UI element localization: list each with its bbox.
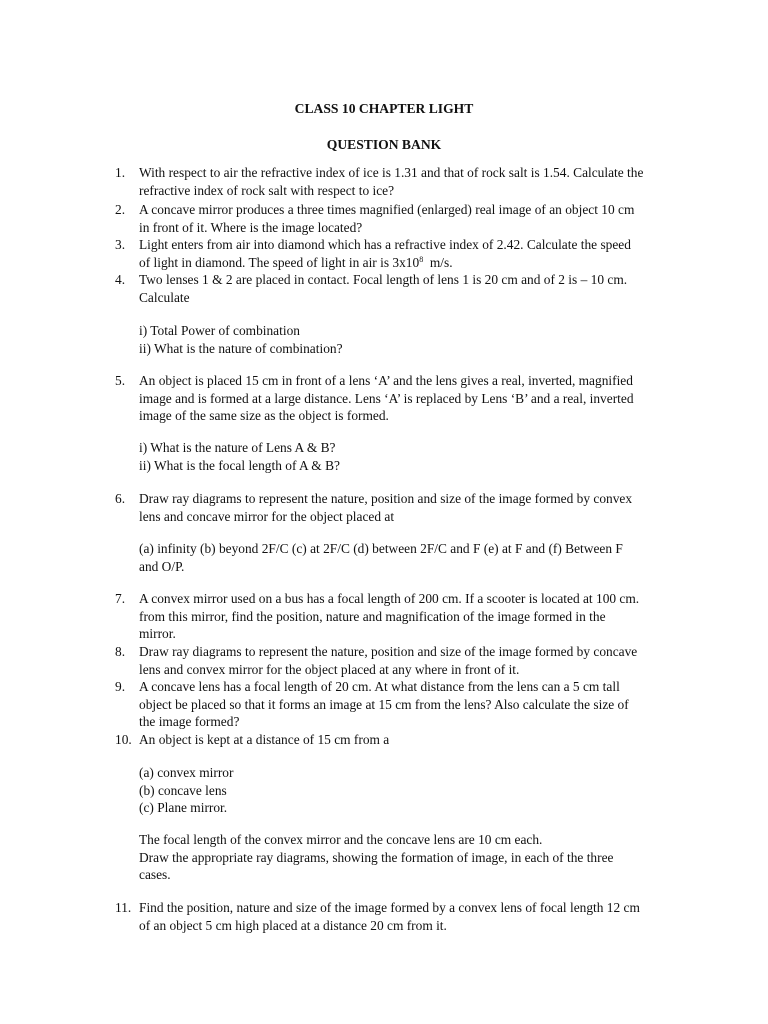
question-text-line: image of the same size as the object is formed. [139, 408, 389, 424]
question-6-options [139, 540, 679, 575]
question-text-line: lens and concave mirror for the object placed at [139, 508, 395, 524]
question-10 [115, 731, 675, 749]
note-line: The focal length of the convex mirror and the concave lens are 10 cm each. [139, 832, 543, 847]
question-number: 8. [115, 644, 126, 659]
question-text-line: mirror. [139, 626, 176, 642]
subpart: ii) What is the nature of combination? [139, 340, 343, 356]
question-text-line [139, 254, 675, 272]
question-text-line: of an object 5 cm high placed at a distance 20 cm from it. [139, 917, 447, 933]
question-8 [115, 643, 675, 678]
question-text-line: Draw ray diagrams to represent the nature, position and size of the image formed by concave [139, 644, 638, 659]
question-number: 1. [115, 165, 126, 180]
unit: m/s. [423, 254, 453, 270]
question-1 [115, 164, 675, 199]
subpart: (b) concave lens [139, 782, 227, 798]
question-text-line: Calculate [139, 289, 190, 305]
question-number: 7. [115, 591, 126, 606]
question-text-line: A concave lens has a focal length of 20 cm. At what distance from the lens can a 5 cm tall [139, 679, 620, 694]
subpart: (a) infinity (b) beyond 2F/C (c) at 2F/C (d) between 2F/C and F (e) at F and (f) Between F [139, 541, 623, 556]
question-4-subparts [139, 322, 679, 357]
question-number: 11. [115, 900, 132, 915]
exponent: 8 [419, 254, 424, 264]
subpart: i) Total Power of combination [139, 323, 300, 338]
question-10-options [139, 764, 679, 817]
document-subtitle: QUESTION BANK [326, 137, 442, 152]
question-text-line: object be placed so that it forms an image at 15 cm from the lens? Also calculate the size of [139, 696, 629, 712]
question-5 [115, 372, 675, 425]
question-5-subparts [139, 439, 679, 474]
question-9 [115, 678, 675, 731]
question-text-line: An object is kept at a distance of 15 cm from a [139, 732, 390, 747]
question-6 [115, 490, 675, 525]
question-text-line: lens and convex mirror for the object placed at any where in front of it. [139, 661, 520, 677]
question-number: 3. [115, 237, 126, 252]
question-4 [115, 271, 675, 306]
question-text-line: refractive index of rock salt with respect to ice? [139, 182, 395, 198]
question-text-line: Light enters from air into diamond which has a refractive index of 2.42. Calculate the speed [139, 237, 631, 252]
subpart: ii) What is the focal length of A & B? [139, 457, 340, 473]
subpart: (a) convex mirror [139, 765, 234, 780]
question-number: 4. [115, 272, 126, 287]
note-line: Draw the appropriate ray diagrams, showing the formation of image, in each of the three [139, 849, 614, 865]
note-line: cases. [139, 867, 171, 883]
question-11 [115, 899, 675, 934]
question-text-line: Draw ray diagrams to represent the nature, position and size of the image formed by convex [139, 491, 633, 506]
question-number: 5. [115, 373, 126, 388]
question-text-line: A concave mirror produces a three times magnified (enlarged) real image of an object 10 cm [139, 202, 635, 217]
question-7 [115, 590, 675, 643]
question-text-line: With respect to air the refractive index of ice is 1.31 and that of rock salt is 1.54. Calculate the [139, 165, 644, 180]
subpart: and O/P. [139, 558, 185, 574]
question-text-line: the image formed? [139, 714, 240, 730]
question-number: 9. [115, 679, 126, 694]
question-text-line: in front of it. Where is the image located? [139, 219, 363, 235]
subpart: i) What is the nature of Lens A & B? [139, 440, 336, 455]
question-text: of light in diamond. The speed of light in air is 3x10 [139, 254, 420, 270]
question-text-line: An object is placed 15 cm in front of a lens ‘A’ and the lens gives a real, inverted, magnified [139, 373, 633, 388]
question-text-line: A convex mirror used on a bus has a focal length of 200 cm. If a scooter is located at 100 cm. [139, 591, 640, 606]
question-text-line: Find the position, nature and size of the image formed by a convex lens of focal length 12 cm [139, 900, 640, 915]
question-number: 6. [115, 491, 126, 506]
question-10-note [139, 831, 679, 884]
question-number: 2. [115, 202, 126, 217]
document-title: CLASS 10 CHAPTER LIGHT [294, 101, 474, 116]
question-text-line: Two lenses 1 & 2 are placed in contact. Focal length of lens 1 is 20 cm and of 2 is – 10 cm. [139, 272, 628, 287]
question-number: 10. [115, 732, 132, 747]
question-3 [115, 236, 675, 271]
question-2 [115, 201, 675, 236]
question-text-line: image and is formed at a large distance. Lens ‘A’ is replaced by Lens ‘B’ and a real, inverted [139, 390, 634, 406]
subpart: (c) Plane mirror. [139, 800, 228, 816]
question-text-line: from this mirror, find the position, nature and magnification of the image formed in the [139, 608, 606, 624]
